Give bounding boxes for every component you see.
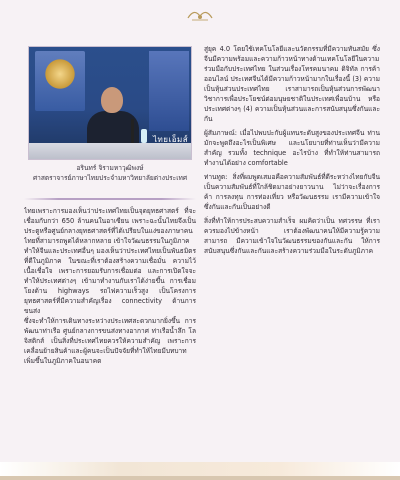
right-paragraph-2: ผู้สัมภาษณ์: เมื่อไปพบปะกับผู้แทนระดับสูงของประเทศจีน ท่านมักจะพูดถึงอะไรเป็นพิเศษ และนโยบายที่ท่านเห็นว่ามีความสำคัญ รวมทั้ง technique อะไรบ้าง ที่ทำให้ท่านสามารถทำงานได้อย่าง comfortable: [204, 129, 380, 167]
emblem-icon: [43, 57, 77, 91]
photo-banner-text: ไทยเอ็มส์: [153, 135, 189, 144]
right-paragraph-3: ท่านทูต: สิ่งที่ผมพูดเสมอคือความสัมพันธ์ที่ดีระหว่างไทยกับจีน เป็นความสัมพันธ์ที่ใกล้ชิดมาอย่างยาวนาน ไม่ว่าจะเรื่องการค้า การลงทุน การท่องเที่ยว หรือวัฒนธรรม เรามีความเข้าใจซึ่งกันและกันเป็นอย่างดี: [204, 173, 380, 211]
left-paragraph-2: ทำให้จีนและประเทศอื่นๆ มองเห็นว่าประเทศไทยเป็นพันธมิตรที่ดีในภูมิภาค ในขณะที่เราต้องสร้างความเชื่อมั่น ความไว้เนื้อเชื่อใจ เพราะการยอมรับการเชื่อมต่อ และการเปิดใจจะทำให้ประเทศต่างๆ เข้ามาทำงานกับเราได้ง่ายขึ้น การเชื่อมโยงด้าน highways รถไฟความเร็วสูง เป็นโครงการยุทธศาสตร์ที่มีความสำคัญเรื่อง connectivity ด้านการขนส่ง: [24, 247, 196, 315]
decorative-ornament-icon: [186, 6, 214, 24]
ambassador-photo: [28, 46, 192, 160]
footer-bar: [0, 462, 400, 476]
caption-line-1: อรินทร์ จิรามหาวุฒิพงษ์: [76, 164, 144, 172]
left-paragraph-1: ไทยเพราะการมองเห็นว่าประเทศไทยเป็นจุดยุทธศาสตร์ ที่จะเชื่อมกับกว่า 650 ล้านคนในอาเซียน เพราะฉะนั้นไทยจึงเป็นประตูหรือศูนย์กลางยุทธศาสตร์ที่ได้เปรียบในแง่ของภาษาคนไทยที่สามารถพูดได้หลากหลาย เข้าใจวัฒนธรรมในภูมิภาค: [24, 207, 196, 245]
article-left-column: [24, 206, 196, 456]
divider: [24, 198, 196, 200]
microphone-icon: [131, 119, 134, 143]
bottle-icon: [141, 129, 147, 143]
right-paragraph-4: สิ่งที่ทำให้การประสบความสำเร็จ ผมคิดว่าเป็น ทศวรรษ ที่เราควรมองไปข้างหน้า เราต้องพัฒนาคนให้มีความรู้ความสามารถ มีความเข้าใจในวัฒนธรรมของกันและกัน ให้การสนับสนุนซึ่งกันและกันและสร้างความร่วมมือในระดับภูมิภาค: [204, 217, 380, 255]
footer-line: [0, 476, 400, 480]
article-right-column: [204, 44, 380, 456]
right-paragraph-1: สู่ยุค 4.0 โดยใช้เทคโนโลยีและนวัตกรรมที่มีความทันสมัย ซึ่งจีนมีความพร้อมและความก้าวหน้าทางด้านเทคโนโลยีในความร่วมมือกับประเทศไทย ในส่วนเรื่องโทรคมนาคม ดิจิทัล การค้าออนไลน์ ประเทศจีนได้มีความก้าวหน้ามากในเรื่องนี้ (3) ความเป็นหุ้นส่วนประเทศไทย เราสามารถเป็นหุ้นส่วนการพัฒนาวิชาการเพื่อประโยชน์ต่อมนุษยชาติในประเทศเพื่อนบ้าน หรือประเทศต่างๆ (4) ความเป็นหุ้นส่วนและการสนับสนุนซึ่งกันและกัน: [204, 45, 380, 123]
photo-caption: [28, 164, 192, 184]
caption-line-2: ศาสตราจารย์ภาษาไทยประจำมหาวิทยาลัยต่างประเทศ: [32, 173, 188, 182]
left-paragraph-3: ซึ่งจะทำให้การเดินทางระหว่างประเทศสะดวกมากยิ่งขึ้น การพัฒนาท่าเรือ ศูนย์กลางการขนส่งทางอากาศ ท่าเรือน้ำลึก โลจิสติกส์ เป็นสิ่งที่ประเทศไทยควรให้ความสำคัญ เพราะการเคลื่อนย้ายสินค้าและผู้คนจะเป็นปัจจัยที่ทำให้ไทยมีบทบาทเพิ่มขึ้นในภูมิภาคในอนาคต: [24, 317, 196, 365]
person-head: [101, 87, 123, 113]
photo-banner-right: [149, 51, 189, 131]
